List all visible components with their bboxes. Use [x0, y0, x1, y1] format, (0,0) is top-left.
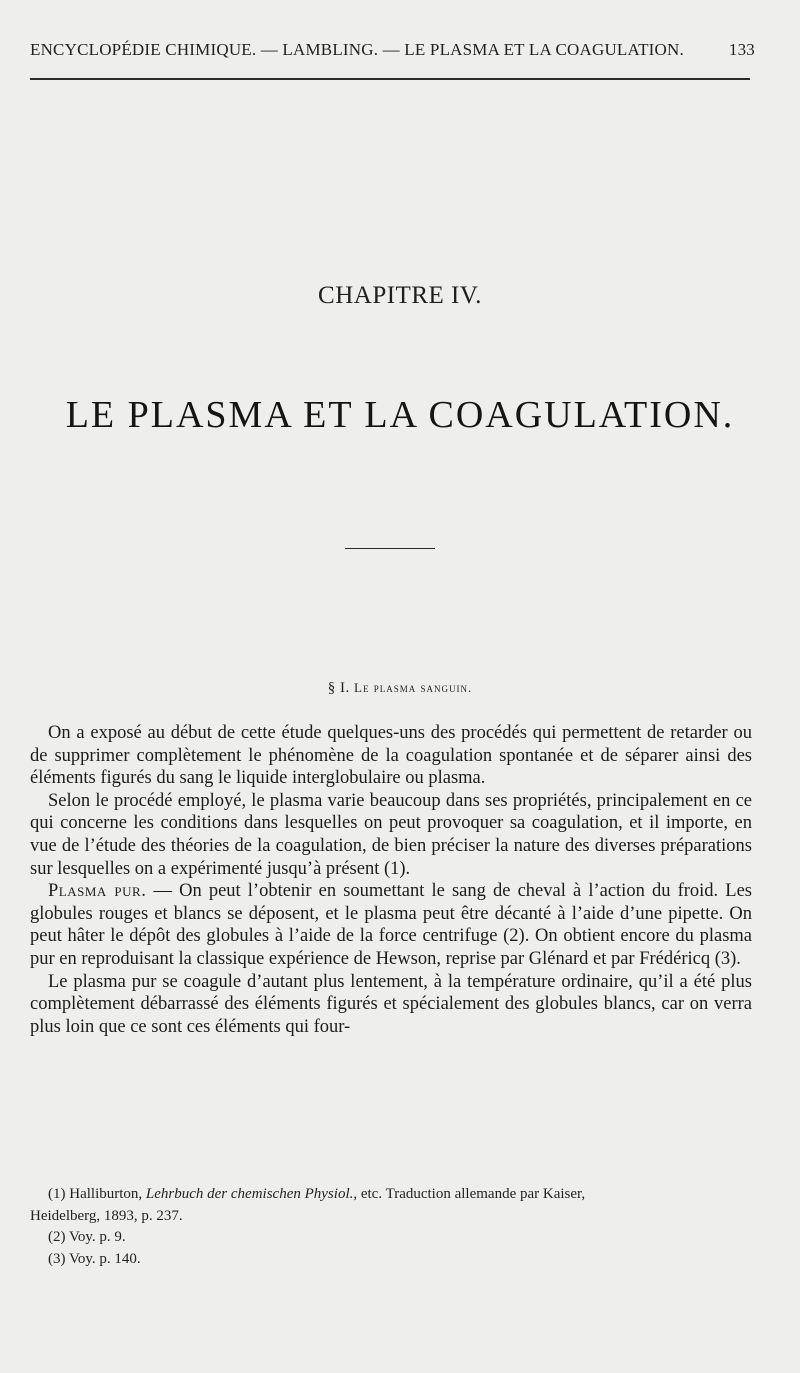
- paragraph-3-text: — On peut l’obtenir en soumettant le sang de cheval à l’action du froid. Les globules rouges et blancs se déposent, et le plasma peut être décanté à l’aide d’une pipette. On peut hâter le dépôt des globules à l’aide de la force centrifuge (2). On obtient encore du plasma pur en reproduisant la classique expérience de Hewson, reprise par Glénard et par Frédéricq (3).: [30, 881, 752, 969]
- header-rule: [30, 78, 750, 80]
- page-number: 133: [728, 40, 755, 59]
- running-header: [30, 40, 755, 60]
- body-text: [30, 722, 752, 1038]
- chapter-title: LE PLASMA ET LA COAGULATION.: [65, 394, 735, 436]
- footnote-1-work: Lehrbuch der chemischen Physiol.: [145, 1186, 354, 1202]
- footnote-1: [30, 1184, 752, 1206]
- footnote-1-author: (1) Halliburton,: [48, 1186, 146, 1202]
- chapter-divider: [345, 548, 435, 549]
- paragraph-3: [30, 880, 752, 970]
- paragraph-4: Le plasma pur se coagule d’autant plus lentement, à la température ordinaire, qu’il a été plus complètement débarrassé des éléments figurés et spécialement des globules blancs, car on verra plus loin que ce sont ces éléments qui four-: [30, 971, 752, 1037]
- paragraph-2: Selon le procédé employé, le plasma varie beaucoup dans ses propriétés, principalement en ce qui concerne les conditions dans lesquelles on peut provoquer sa coagulation, et il importe, en vue de l’étude des théories de la coagulation, de bien préciser la nature des diverses préparations sur lesquelles on a expérimenté jusqu’à présent (1).: [30, 790, 752, 879]
- footnote-2: (2) Voy. p. 9.: [48, 1229, 126, 1245]
- footnote-3: (3) Voy. p. 140.: [48, 1250, 141, 1267]
- section-heading: [0, 680, 800, 697]
- footnote-1-continued: Heidelberg, 1893, p. 237.: [30, 1207, 183, 1224]
- paragraph-1: On a exposé au début de cette étude quelques-uns des procédés qui permettent de retarder ou de supprimer complètement le phénomène de la coagulation spontanée et de séparer ainsi des éléments figurés du sang le liquide interglobulaire ou plasma.: [30, 723, 752, 789]
- section-title: Le plasma sanguin.: [354, 680, 473, 695]
- paragraph-3-lead: Plasma pur.: [48, 881, 147, 902]
- footnotes: [30, 1184, 752, 1270]
- footnote-1-details: , etc. Traduction allemande par Kaiser,: [353, 1186, 586, 1202]
- chapter-label: CHAPITRE IV.: [318, 282, 482, 309]
- running-title: ENCYCLOPÉDIE CHIMIQUE. — LAMBLING. — LE PLASMA ET LA COAGULATION.: [30, 40, 684, 59]
- section-symbol: § I.: [327, 680, 350, 696]
